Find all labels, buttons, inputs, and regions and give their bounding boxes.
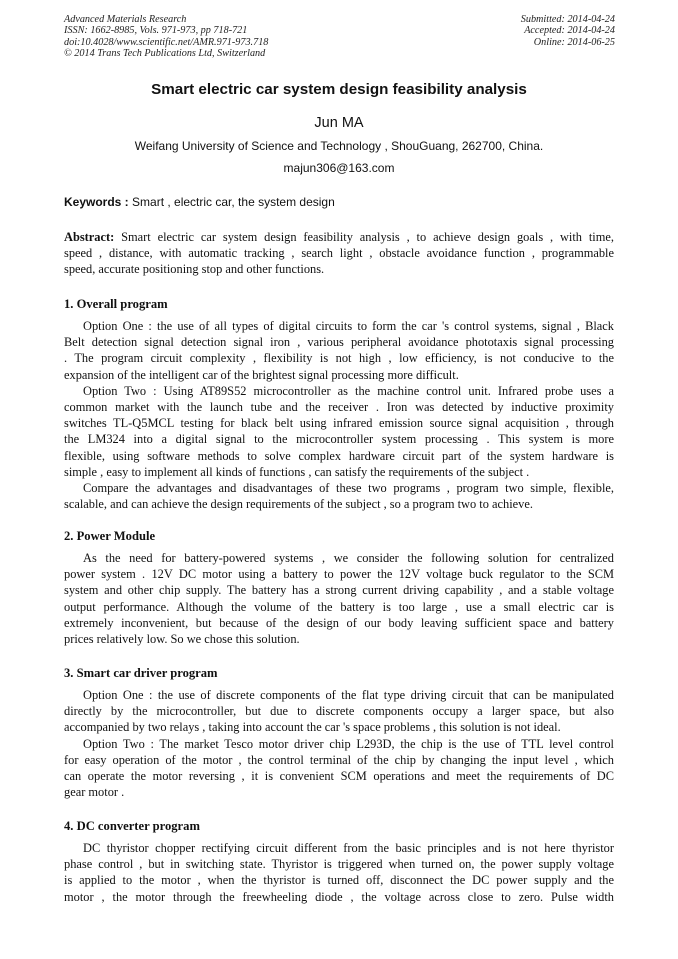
- journal-copyright: © 2014 Trans Tech Publications Ltd, Switzerland: [64, 47, 266, 59]
- paragraph-line: Option One : the use of all types of digital circuits to form the car 's control systems, signal , Black: [83, 319, 614, 333]
- section-heading: 3. Smart car driver program: [64, 666, 218, 680]
- paragraph-line: can operate the motor reversing , it is convenient SCM operations and meet the requirements of DC: [64, 768, 614, 783]
- section-body: [64, 550, 614, 647]
- paragraph-line: expansion of the intelligent car of the brightest signal processing more difficult.: [64, 367, 459, 382]
- paragraph-line: the LM324 into a digital signal to the microcontroller system processing . This system is more: [64, 432, 614, 447]
- paragraph-line: phase control , but in switching state. Thyristor is triggered when turned on, the power supply voltage: [64, 857, 614, 872]
- publication-dates: [521, 14, 615, 48]
- paragraph-line: As the need for battery-powered systems , we consider the following solution for centralized: [83, 551, 614, 565]
- journal-issn: ISSN: 1662-8985, Vols. 971-973, pp 718-721: [64, 25, 248, 37]
- accepted-date: Accepted: 2014-04-24: [524, 25, 615, 37]
- paragraph-line: output performance. Although the volume of the battery is too large , use a small electric car is: [64, 599, 614, 614]
- keywords: [64, 195, 335, 209]
- paragraph-line: is applied to the motor , when the thyristor is turned off, disconnect the DC power supply and the: [64, 873, 614, 888]
- submitted-date: Submitted: 2014-04-24: [520, 14, 615, 25]
- author-affiliation: Weifang University of Science and Technology , ShouGuang, 262700, China.: [134, 139, 544, 153]
- paragraph-line: system and other chip supply. The battery has a strong current driving capability , and a stable voltage: [64, 583, 614, 598]
- abstract-line: speed, accurate positioning stop and other functions.: [64, 262, 325, 277]
- paragraph-line: for easy operation of the motor , the control terminal of the chip by changing the input level , which: [64, 752, 614, 767]
- section-body: [64, 840, 614, 905]
- keywords-text: Smart , electric car, the system design: [132, 195, 335, 209]
- section-heading: 1. Overall program: [64, 297, 168, 311]
- paragraph-line: simple , easy to implement all kinds of functions , can satisfy the requirements of the subject .: [64, 464, 530, 479]
- paragraph-line: Compare the advantages and disadvantages of these two programs , program two simple, flexible,: [83, 480, 614, 495]
- paragraph-line: Option One : the use of discrete components of the flat type driving circuit that can be manipulated: [83, 688, 614, 702]
- paragraph-line: flexible, using software methods to solve complex hardware circuit part of the system hardware is: [64, 448, 614, 463]
- author-email: majun306@163.com: [283, 161, 395, 175]
- abstract-label: Abstract:: [64, 230, 115, 244]
- paragraph-line: Belt detection signal detection signal iron , various peripheral avoidance phototaxis signal processing: [64, 335, 614, 350]
- section-body: [64, 687, 614, 800]
- paragraph-line: power system . 12V DC motor using a battery to power the 12V voltage buck regulator to the SCM: [64, 567, 614, 582]
- section-heading: 4. DC converter program: [64, 819, 200, 833]
- paragraph-line: accompanied by two relays , taking into account the car 's space problems , this solution is not ideal.: [64, 720, 561, 735]
- paragraph-line: gear motor .: [64, 785, 125, 800]
- keywords-label: Keywords :: [64, 195, 129, 209]
- paragraph-line: scalable, and can achieve the design requirements of the subject , so a program two to achieve.: [64, 497, 533, 512]
- paper-title: Smart electric car system design feasibility analysis: [151, 81, 527, 98]
- journal-doi: doi:10.4028/www.scientific.net/AMR.971-973.718: [64, 36, 269, 48]
- author-name: Jun MA: [314, 115, 364, 131]
- journal-info: [64, 14, 268, 59]
- section-body: [64, 318, 614, 512]
- paragraph-line: common market with the launch tube and the receiver . Iron was detected by inductive proximity: [64, 399, 614, 414]
- paragraph-line: Option Two : The market Tesco motor driver chip L293D, the chip is the use of TTL level control: [83, 736, 614, 751]
- journal-name: Advanced Materials Research: [64, 14, 187, 25]
- paragraph-line: Option Two : Using AT89S52 microcontroller as the machine control unit. Infrared probe uses a: [83, 383, 614, 398]
- paragraph-line: extremely inconvenient, but because of the design of our body leaving sufficient space and battery: [64, 615, 614, 630]
- paragraph-line: prices relatively low. So we chose this solution.: [64, 631, 300, 646]
- abstract-line: Abstract: Smart electric car system design feasibility analysis , to achieve design goals , with time,: [64, 230, 614, 244]
- paragraph-line: . The program circuit complexity , flexibility is not high , low efficiency, is not conducive to the: [64, 351, 614, 366]
- abstract: [64, 229, 614, 278]
- paragraph-line: motor , the motor through the freewheeling diode , the voltage across close to zero. Pulse width: [64, 889, 614, 904]
- paragraph-line: directly by the microcontroller, but due to discrete components occupy a larger space, but also: [64, 704, 614, 719]
- online-date: Online: 2014-06-25: [533, 36, 615, 48]
- abstract-line: speed , distance, with automatic tracking , search light , obstacle avoidance function , programmable: [64, 246, 614, 261]
- section-heading: 2. Power Module: [64, 529, 156, 543]
- paragraph-line: DC thyristor chopper rectifying circuit different from the basic principles and is not here thyristor: [83, 841, 614, 855]
- paragraph-line: switches TL-Q5MCL testing for black belt using infrared emission source signal acquisition , through: [64, 416, 614, 431]
